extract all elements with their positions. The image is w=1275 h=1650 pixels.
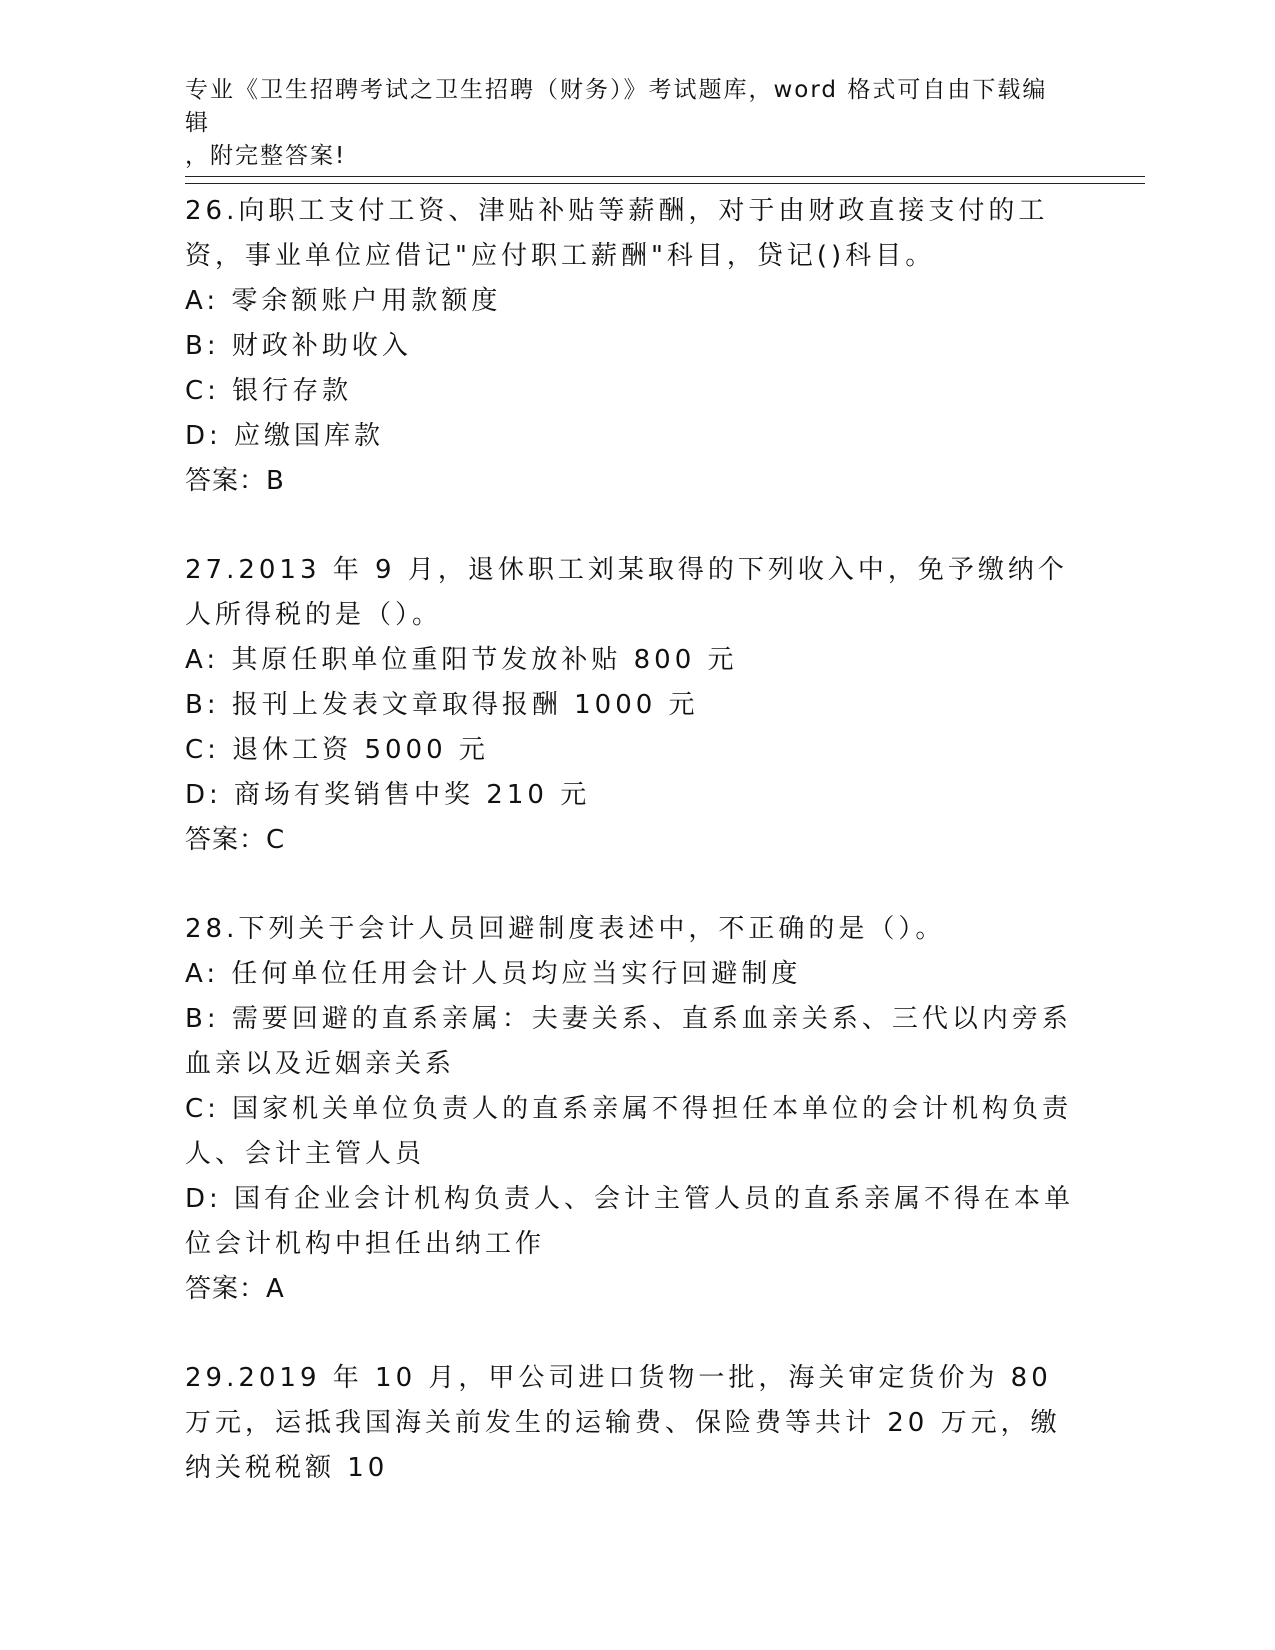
question-stem: 27.2013 年 9 月，退休职工刘某取得的下列收入中，免予缴纳个人所得税的是（）。 <box>185 555 1068 630</box>
question-27 <box>185 548 1085 863</box>
option-c: C: 国家机关单位负责人的直系亲属不得担任本单位的会计机构负责人、会计主管人员 <box>185 1094 1073 1169</box>
option-a: A: 任何单位任用会计人员均应当实行回避制度 <box>185 959 802 989</box>
option-d: D: 国有企业会计机构负责人、会计主管人员的直系亲属不得在本单位会计机构中担任出纳工作 <box>185 1184 1075 1259</box>
question-stem: 29.2019 年 10 月，甲公司进口货物一批，海关审定货价为 80 万元，运抵我国海关前发生的运输费、保险费等共计 20 万元，缴纳关税税额 10 <box>185 1363 1061 1483</box>
question-list <box>185 189 1085 1535</box>
option-d: D: 商场有奖销售中奖 210 元 <box>185 780 591 810</box>
header-divider <box>185 176 1145 184</box>
option-d: D: 应缴国库款 <box>185 421 385 451</box>
document-header <box>185 74 1065 173</box>
option-a: A: 其原任职单位重阳节发放补贴 800 元 <box>185 645 738 675</box>
option-b: B: 需要回避的直系亲属：夫妻关系、直系血亲关系、三代以内旁系血亲以及近姻亲关系 <box>185 1004 1072 1079</box>
header-title-line1: 专业《卫生招聘考试之卫生招聘（财务）》考试题库，word 格式可自由下载编辑 <box>185 77 1048 136</box>
answer-line: 答案：C <box>185 825 286 855</box>
answer-line: 答案：A <box>185 1274 285 1304</box>
answer-line: 答案：B <box>185 466 285 496</box>
option-a: A: 零余额账户用款额度 <box>185 286 502 316</box>
question-28 <box>185 907 1085 1312</box>
question-29 <box>185 1356 1085 1491</box>
question-stem: 28.下列关于会计人员回避制度表述中，不正确的是（）。 <box>185 914 946 944</box>
question-26 <box>185 189 1085 504</box>
option-c: C: 退休工资 5000 元 <box>185 735 489 765</box>
option-c: C: 银行存款 <box>185 376 353 406</box>
question-stem: 26.向职工支付工资、津贴补贴等薪酬，对于由财政直接支付的工资，事业单位应借记"应付职工薪酬"科目，贷记()科目。 <box>185 196 1049 271</box>
option-b: B: 财政补助收入 <box>185 331 412 361</box>
option-b: B: 报刊上发表文章取得报酬 1000 元 <box>185 690 699 720</box>
header-title-line2: ，附完整答案! <box>185 143 347 169</box>
